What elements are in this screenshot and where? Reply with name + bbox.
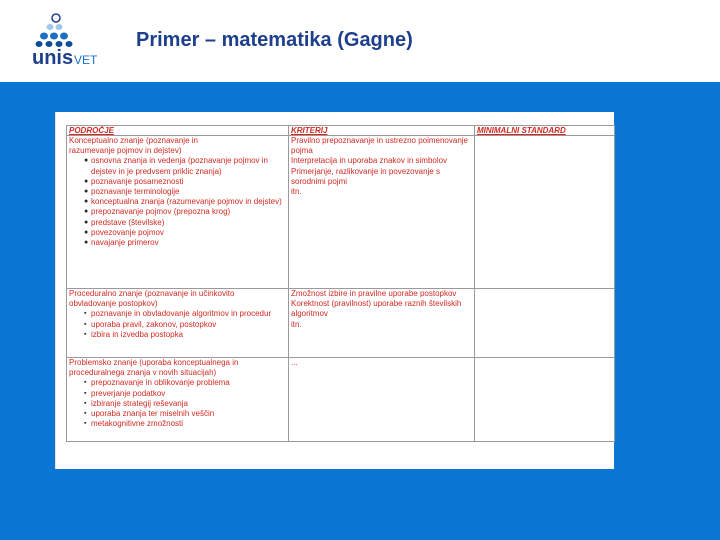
bullet-icon: ▪ bbox=[84, 320, 87, 328]
page-title: Primer – matematika (Gagne) bbox=[136, 29, 413, 51]
list-item: ▪ prepoznavanje in oblikovanje problema bbox=[84, 378, 230, 388]
criteria-cell bbox=[289, 136, 475, 289]
area-heading: Problemsko znanje (uporaba konceptualnega in bbox=[69, 358, 239, 367]
svg-text:VET: VET bbox=[74, 53, 98, 67]
list-item: ● poznavanje terminologije bbox=[84, 187, 180, 197]
standard-cell bbox=[475, 136, 615, 289]
list-item: ● prepoznavanje pojmov (prepozna krog) bbox=[84, 207, 231, 217]
bullet-icon: ● bbox=[84, 239, 89, 247]
criteria-line: Zmožnost izbire in pravilne uporabe postopkov bbox=[291, 289, 457, 298]
bullet-icon: ▪ bbox=[84, 420, 87, 428]
bullet-icon: ▪ bbox=[84, 410, 87, 418]
criteria-line: itn. bbox=[291, 319, 302, 329]
list-item: ● povezovanje pojmov bbox=[84, 227, 164, 237]
svg-text:unis: unis bbox=[32, 47, 74, 69]
area-heading: Konceptualno znanje (poznavanje in bbox=[69, 136, 198, 145]
column-header-criteria: KRITERIJ bbox=[289, 126, 475, 136]
criteria-line: ... bbox=[291, 358, 298, 367]
list-item: ▪ metakognitivne zmožnosti bbox=[84, 419, 184, 429]
list-item: ▪ uporaba znanja ter miselnih veščin bbox=[84, 409, 215, 419]
list-item: ● poznavanje posameznosti bbox=[84, 176, 184, 186]
area-heading: obvladovanje postopkov) bbox=[69, 299, 158, 309]
area-heading: razumevanje pojmov in dejstev) bbox=[69, 146, 182, 156]
area-list bbox=[69, 156, 286, 248]
list-item: ▪ izbira in izvedba postopka bbox=[84, 329, 184, 339]
bullet-icon: ● bbox=[84, 157, 89, 165]
bullet-icon: ● bbox=[84, 228, 89, 236]
table-row bbox=[67, 289, 615, 358]
bullet-icon: ▪ bbox=[84, 379, 87, 387]
list-item: ▪ izbiranje strategij reševanja bbox=[84, 398, 188, 408]
bullet-icon: ● bbox=[84, 177, 89, 185]
criteria-line: itn. bbox=[291, 187, 302, 197]
list-item: ▪ uporaba pravil, zakonov, postopkov bbox=[84, 319, 217, 329]
area-cell bbox=[67, 136, 289, 289]
area-list bbox=[69, 378, 286, 429]
bullet-icon: ▪ bbox=[84, 310, 87, 318]
table-row bbox=[67, 136, 615, 289]
unisvet-logo bbox=[30, 12, 110, 72]
standard-cell bbox=[475, 289, 615, 358]
assessment-table bbox=[66, 125, 615, 442]
bullet-icon: ▪ bbox=[84, 389, 87, 397]
criteria-cell bbox=[289, 289, 475, 358]
bullet-icon: ● bbox=[84, 198, 89, 206]
standard-cell bbox=[475, 358, 615, 442]
column-header-standard: MINIMALNI STANDARD bbox=[475, 126, 615, 136]
list-item: ▪ poznavanje in obvladovanje algoritmov in procedur bbox=[84, 309, 272, 319]
area-cell bbox=[67, 289, 289, 358]
bullet-icon: ▪ bbox=[84, 330, 87, 338]
bullet-icon: ● bbox=[84, 208, 89, 216]
list-item: ▪ preverjanje podatkov bbox=[84, 388, 166, 398]
list-item: ● osnovna znanja in vedenja (poznavanje pojmov in dejstev in je predvsem priklic znanja) bbox=[84, 156, 269, 176]
bullet-icon: ● bbox=[84, 218, 89, 226]
area-list bbox=[69, 309, 286, 340]
bullet-icon: ● bbox=[84, 188, 89, 196]
area-heading: Proceduralno znanje (poznavanje in učinkovito bbox=[69, 289, 235, 298]
bullet-icon: ▪ bbox=[84, 399, 87, 407]
list-item: ● konceptualna znanja (razumevanje pojmov in dejstev) bbox=[84, 197, 282, 207]
list-item: ● navajanje primerov bbox=[84, 238, 159, 248]
criteria-line: Pravilno prepoznavanje in ustrezno poimenovanje pojma bbox=[291, 136, 468, 156]
criteria-line: Primerjanje, razlikovanje in povezovanje s sorodnimi pojmi bbox=[291, 166, 440, 186]
column-header-area: PODROČJE bbox=[67, 126, 289, 136]
criteria-cell bbox=[289, 358, 475, 442]
criteria-line: Korektnost (pravilnost) uporabe raznih številskih algoritmov bbox=[291, 299, 462, 319]
table-header-row bbox=[67, 126, 615, 136]
criteria-line: Interpretacija in uporaba znakov in simbolov bbox=[291, 156, 448, 166]
area-heading: proceduralnega znanja v novih situacijah) bbox=[69, 368, 217, 378]
table-row bbox=[67, 358, 615, 442]
area-cell bbox=[67, 358, 289, 442]
list-item: ● predstave (številske) bbox=[84, 217, 165, 227]
